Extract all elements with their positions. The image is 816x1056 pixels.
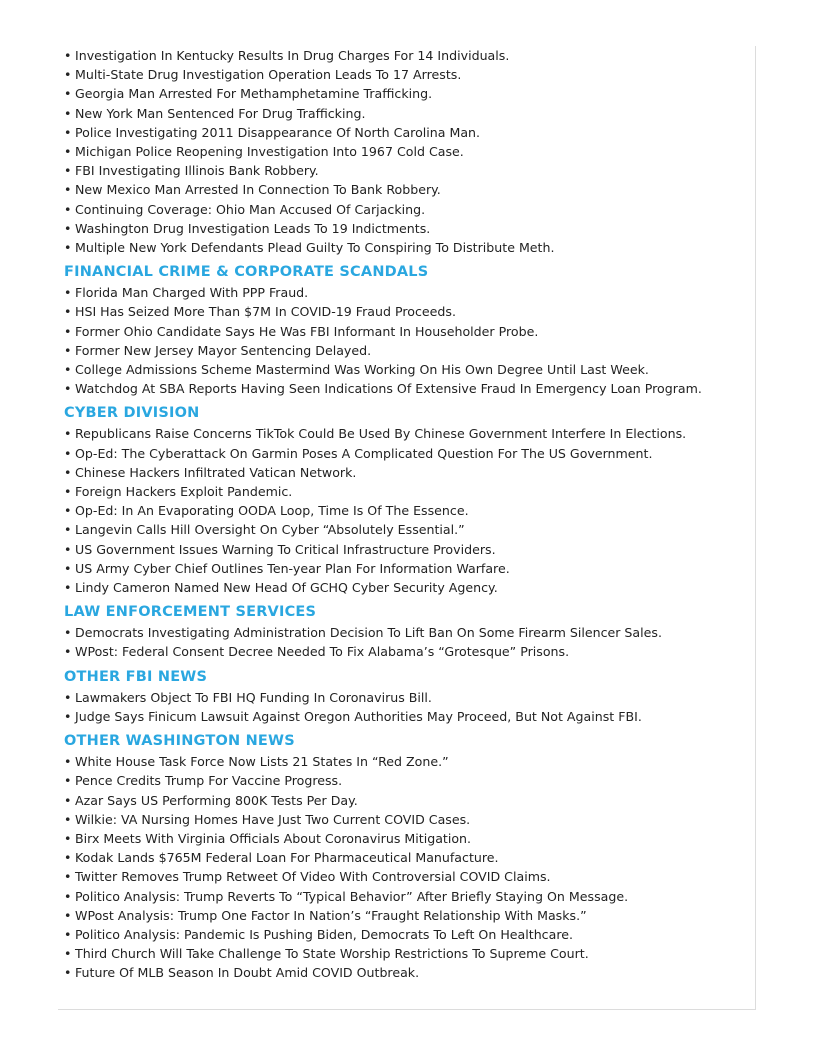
headline-text[interactable]: Op-Ed: In An Evaporating OODA Loop, Time Is Of The Essence. (75, 503, 469, 519)
headline-text[interactable]: Wilkie: VA Nursing Homes Have Just Two Current COVID Cases. (75, 811, 471, 827)
headline-text[interactable]: Lindy Cameron Named New Head Of GCHQ Cyber Security Agency. (75, 580, 498, 596)
headline-list (64, 46, 755, 257)
headline-link[interactable] (64, 379, 755, 398)
section-heading: OTHER WASHINGTON NEWS (64, 733, 295, 750)
headline-text[interactable]: Multi-State Drug Investigation Operation Leads To 17 Arrests. (75, 67, 462, 83)
headline-text[interactable]: Third Church Will Take Challenge To State Worship Restrictions To Supreme Court. (75, 946, 589, 962)
bullet-icon: • (64, 362, 72, 378)
bullet-icon: • (64, 304, 72, 320)
headline-link[interactable] (64, 642, 755, 661)
headline-link[interactable] (64, 771, 755, 790)
headline-text[interactable]: Florida Man Charged With PPP Fraud. (75, 285, 309, 301)
headline-link[interactable] (64, 200, 755, 219)
headline-text[interactable]: Michigan Police Reopening Investigation Into 1967 Cold Case. (75, 144, 464, 160)
headline-link[interactable] (64, 520, 755, 539)
bullet-icon: • (64, 965, 72, 981)
headline-link[interactable] (64, 161, 755, 180)
headline-link[interactable] (64, 302, 755, 321)
headline-link[interactable] (64, 424, 755, 443)
bullet-icon: • (64, 240, 72, 256)
headline-text[interactable]: Twitter Removes Trump Retweet Of Video With Controversial COVID Claims. (75, 869, 551, 885)
headline-list (64, 424, 755, 597)
bullet-icon: • (64, 754, 72, 770)
headline-link[interactable] (64, 963, 755, 982)
headline-text[interactable]: HSI Has Seized More Than $7M In COVID-19 Fraud Proceeds. (75, 304, 456, 320)
headline-link[interactable] (64, 501, 755, 520)
headline-text[interactable]: Politico Analysis: Pandemic Is Pushing Biden, Democrats To Left On Healthcare. (75, 926, 573, 942)
headline-text[interactable]: Future Of MLB Season In Doubt Amid COVID Outbreak. (75, 965, 420, 981)
headline-text[interactable]: Democrats Investigating Administration Decision To Lift Ban On Some Firearm Silencer Sales. (75, 625, 662, 641)
bullet-icon: • (64, 689, 72, 705)
headline-text[interactable]: Azar Says US Performing 800K Tests Per Day. (75, 792, 358, 808)
headline-link[interactable] (64, 688, 755, 707)
headline-list (64, 688, 755, 726)
bullet-icon: • (64, 946, 72, 962)
bullet-icon: • (64, 644, 72, 660)
section-heading: CYBER DIVISION (64, 405, 200, 422)
headline-text[interactable]: FBI Investigating Illinois Bank Robbery. (75, 163, 319, 179)
news-section (64, 603, 755, 661)
headline-link[interactable] (64, 623, 755, 642)
headline-link[interactable] (64, 944, 755, 963)
news-section (64, 404, 755, 597)
bullet-icon: • (64, 580, 72, 596)
headline-link[interactable] (64, 46, 755, 65)
bullet-icon: • (64, 464, 72, 480)
bullet-icon: • (64, 484, 72, 500)
headline-link[interactable] (64, 887, 755, 906)
headline-link[interactable] (64, 238, 755, 257)
headline-text[interactable]: Foreign Hackers Exploit Pandemic. (75, 484, 293, 500)
bullet-icon: • (64, 426, 72, 442)
bullet-icon: • (64, 869, 72, 885)
headline-text[interactable]: Washington Drug Investigation Leads To 19 Indictments. (75, 220, 431, 236)
headline-link[interactable] (64, 104, 755, 123)
headline-text[interactable]: Georgia Man Arrested For Methamphetamine Trafficking. (75, 86, 433, 102)
headline-link[interactable] (64, 463, 755, 482)
headline-text[interactable]: Investigation In Kentucky Results In Drug Charges For 14 Individuals. (75, 48, 510, 63)
bullet-icon: • (64, 503, 72, 519)
headline-link[interactable] (64, 540, 755, 559)
bullet-icon: • (64, 67, 72, 83)
headline-link[interactable] (64, 482, 755, 501)
headline-text[interactable]: Chinese Hackers Infiltrated Vatican Network. (75, 464, 357, 480)
headline-text[interactable]: Lawmakers Object To FBI HQ Funding In Coronavirus Bill. (75, 689, 432, 705)
headline-text[interactable]: Op-Ed: The Cyberattack On Garmin Poses A Complicated Question For The US Government. (75, 445, 653, 461)
bullet-icon: • (64, 342, 72, 358)
headline-link[interactable] (64, 65, 755, 84)
headline-link[interactable] (64, 578, 755, 597)
headline-text[interactable]: Langevin Calls Hill Oversight On Cyber “Absolutely Essential.” (75, 522, 465, 538)
headline-text[interactable]: Politico Analysis: Trump Reverts To “Typical Behavior” After Briefly Staying On Message. (75, 888, 629, 904)
bullet-icon: • (64, 708, 72, 724)
news-section (64, 668, 755, 726)
headline-link[interactable] (64, 707, 755, 726)
headline-link[interactable] (64, 925, 755, 944)
news-briefing-page (58, 46, 756, 1010)
headline-list (64, 752, 755, 982)
bullet-icon: • (64, 792, 72, 808)
headline-link[interactable] (64, 180, 755, 199)
headline-link[interactable] (64, 142, 755, 161)
bullet-icon: • (64, 381, 72, 397)
headline-text[interactable]: Pence Credits Trump For Vaccine Progress. (75, 773, 343, 789)
news-section (64, 46, 755, 257)
headline-link[interactable] (64, 84, 755, 103)
headline-link[interactable] (64, 123, 755, 142)
headline-text[interactable]: New Mexico Man Arrested In Connection To Bank Robbery. (75, 182, 441, 198)
bullet-icon: • (64, 888, 72, 904)
headline-text[interactable]: Judge Says Finicum Lawsuit Against Oregon Authorities May Proceed, But Not Against FBI. (75, 708, 642, 724)
news-section (64, 732, 755, 982)
headline-link[interactable] (64, 791, 755, 810)
bullet-icon: • (64, 445, 72, 461)
headline-link[interactable] (64, 360, 755, 379)
bullet-icon: • (64, 144, 72, 160)
headline-list (64, 283, 755, 398)
headline-link[interactable] (64, 752, 755, 771)
headline-text[interactable]: New York Man Sentenced For Drug Trafficking. (75, 105, 366, 121)
headline-text[interactable]: Birx Meets With Virginia Officials About Coronavirus Mitigation. (75, 830, 472, 846)
headline-link[interactable] (64, 848, 755, 867)
bullet-icon: • (64, 625, 72, 641)
news-section (64, 263, 755, 398)
headline-text[interactable]: Watchdog At SBA Reports Having Seen Indications Of Extensive Fraud In Emergency Loan Program. (75, 381, 702, 397)
bullet-icon: • (64, 86, 72, 102)
headline-text[interactable]: WPost: Federal Consent Decree Needed To Fix Alabama’s “Grotesque” Prisons. (75, 644, 570, 660)
bullet-icon: • (64, 926, 72, 942)
headline-link[interactable] (64, 559, 755, 578)
headline-link[interactable] (64, 219, 755, 238)
bullet-icon: • (64, 105, 72, 121)
bullet-icon: • (64, 541, 72, 557)
bullet-icon: • (64, 773, 72, 789)
headline-text[interactable]: Continuing Coverage: Ohio Man Accused Of Carjacking. (75, 201, 426, 217)
bullet-icon: • (64, 220, 72, 236)
bullet-icon: • (64, 124, 72, 140)
headline-text[interactable]: US Government Issues Warning To Critical Infrastructure Providers. (75, 541, 496, 557)
headline-text[interactable]: White House Task Force Now Lists 21 States In “Red Zone.” (75, 754, 449, 770)
section-heading: OTHER FBI NEWS (64, 668, 208, 685)
section-heading: LAW ENFORCEMENT SERVICES (64, 604, 317, 621)
bullet-icon: • (64, 285, 72, 301)
headline-text[interactable]: WPost Analysis: Trump One Factor In Nation’s “Fraught Relationship With Masks.” (75, 907, 587, 923)
headline-link[interactable] (64, 867, 755, 886)
bullet-icon: • (64, 201, 72, 217)
headline-link[interactable] (64, 444, 755, 463)
bullet-icon: • (64, 163, 72, 179)
bullet-icon: • (64, 850, 72, 866)
headline-text[interactable]: Multiple New York Defendants Plead Guilty To Conspiring To Distribute Meth. (75, 240, 555, 256)
headline-text[interactable]: Kodak Lands $765M Federal Loan For Pharmaceutical Manufacture. (75, 850, 499, 866)
headline-link[interactable] (64, 322, 755, 341)
headline-text[interactable]: Police Investigating 2011 Disappearance Of North Carolina Man. (75, 124, 481, 140)
headline-text[interactable]: Former Ohio Candidate Says He Was FBI Informant In Householder Probe. (75, 323, 539, 339)
bullet-icon: • (64, 48, 72, 63)
bullet-icon: • (64, 522, 72, 538)
bullet-icon: • (64, 830, 72, 846)
headline-text[interactable]: Former New Jersey Mayor Sentencing Delayed. (75, 342, 372, 358)
headline-text[interactable]: US Army Cyber Chief Outlines Ten-year Plan For Information Warfare. (75, 560, 510, 576)
headline-list (64, 623, 755, 661)
headline-link[interactable] (64, 341, 755, 360)
headline-text[interactable]: Republicans Raise Concerns TikTok Could Be Used By Chinese Government Interfere In Elections. (75, 426, 687, 442)
headline-link[interactable] (64, 810, 755, 829)
headline-link[interactable] (64, 829, 755, 848)
bullet-icon: • (64, 907, 72, 923)
bullet-icon: • (64, 811, 72, 827)
section-heading: FINANCIAL CRIME & CORPORATE SCANDALS (64, 264, 429, 281)
bullet-icon: • (64, 182, 72, 198)
headline-text[interactable]: College Admissions Scheme Mastermind Was Working On His Own Degree Until Last Week. (75, 362, 649, 378)
bullet-icon: • (64, 560, 72, 576)
bullet-icon: • (64, 323, 72, 339)
headline-link[interactable] (64, 283, 755, 302)
headline-link[interactable] (64, 906, 755, 925)
